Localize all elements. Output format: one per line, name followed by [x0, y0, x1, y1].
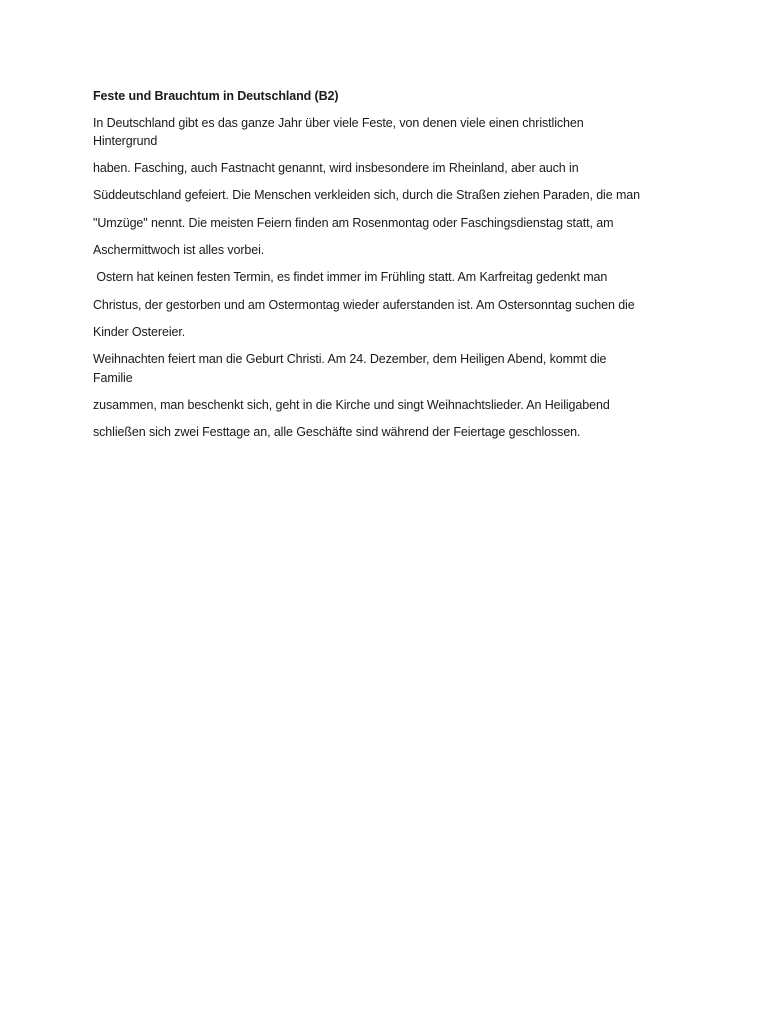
- text-line: Hintergrund: [93, 134, 158, 148]
- text-line: Aschermittwoch ist alles vorbei.: [93, 243, 265, 257]
- text-line: In Deutschland gibt es das ganze Jahr über viele Feste, von denen viele einen christlichen: [93, 116, 584, 130]
- text-line: haben. Fasching, auch Fastnacht genannt, wird insbesondere im Rheinland, aber auch in: [93, 161, 579, 175]
- text-line: Weihnachten feiert man die Geburt Christi. Am 24. Dezember, dem Heiligen Abend, kommt die: [93, 352, 607, 366]
- text-line: Ostern hat keinen festen Termin, es findet immer im Frühling statt. Am Karfreitag gedenkt man: [93, 270, 608, 284]
- text-line: zusammen, man beschenkt sich, geht in die Kirche und singt Weihnachtslieder. An Heiligabend: [93, 398, 610, 412]
- text-line: "Umzüge" nennt. Die meisten Feiern finden am Rosenmontag oder Faschingsdienstag statt, am: [93, 216, 614, 230]
- text-line: Süddeutschland gefeiert. Die Menschen verkleiden sich, durch die Straßen ziehen Paraden, die man: [93, 188, 640, 202]
- document-title: Feste und Brauchtum in Deutschland (B2): [93, 89, 339, 103]
- text-line: schließen sich zwei Festtage an, alle Geschäfte sind während der Feiertage geschlossen.: [93, 425, 581, 439]
- text-line: Christus, der gestorben und am Ostermontag wieder auferstanden ist. Am Ostersonntag suchen die: [93, 298, 635, 312]
- text-line: Kinder Ostereier.: [93, 325, 186, 339]
- text-line: Familie: [93, 371, 133, 385]
